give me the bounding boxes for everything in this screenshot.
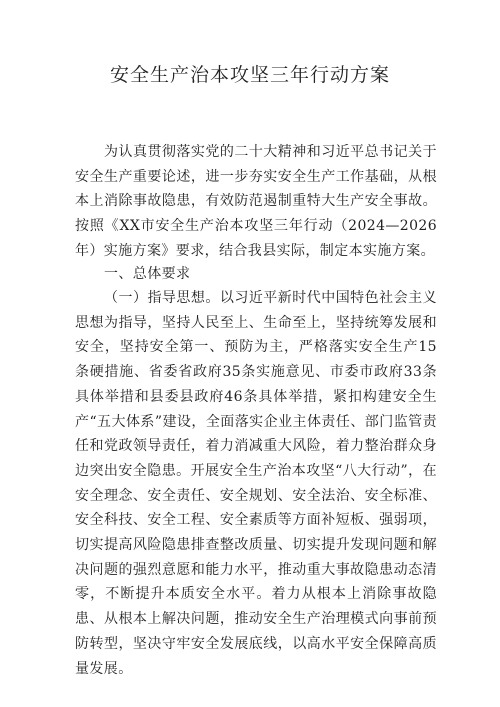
guiding-ideology-paragraph: （一）指导思想。以习近平新时代中国特色社会主义思想为指导，坚持人民至上、生命至上，坚持统筹发展和安全，坚持安全第一、预防为主，严格落实安全生产15条硬措施、省委省政府35条实施意见、市委市政府33条具体举措和县委县政府46条具体举措，紧扣构建安全生产“五大体系”建设，全面落实企业主体责任、部门监管责任和党政领导责任，着力消减重大风险，着力整治群众身边突出安全隐患。开展安全生产治本攻坚“八大行动”，在安全理念、安全责任、安全规划、安全法治、安全标准、安全科技、安全工程、安全素质等方面补短板、强弱项，切实提高风险隐患排查整改质量、切实提升发现问题和解决问题的强烈意愿和能力水平，推动重大事故隐患动态清零，不断提升本质安全水平。着力从根本上消除事故隐患、从根本上解决问题，推动安全生产治理模式向事前预防转型，坚决守牢安全发展底线，以高水平安全保障高质量发展。 [75, 290, 437, 677]
intro-paragraph: 为认真贯彻落实党的二十大精神和习近平总书记关于安全生产重要论述，进一步夯实安全生产工作基础，从根本上消除事故隐患，有效防范遏制重特大生产安全事故。按照《XX市安全生产治本攻坚三年行动（2024—2026年）实施方案》要求，结合我县实际，制定本实施方案。 [75, 144, 437, 259]
section-heading: 一、总体要求 [104, 266, 191, 282]
document-title: 安全生产治本攻坚三年行动方案 [109, 64, 390, 86]
